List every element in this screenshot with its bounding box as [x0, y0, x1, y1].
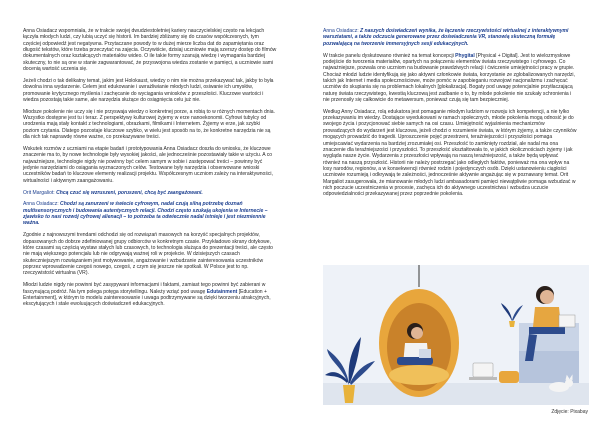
paragraph: Jeżeli chodzi o tak delikatny temat, jakim jest Holokaust, wiedzy o nim nie można przekazywać tak, jakby to była dowolna inna wydarzenie. Celem jest edukowanie i uwrażliwianie młodych ludzi, osiwanie ich umysłów, promowanie krytycznego myślenia i zachęcanie do wyciągania wniosków z przeszłości. Kluczowe wartości i wiedza pozostają takie same, ale narzędzia służące do osiągnięcia celu już nie. — [23, 77, 274, 103]
quote-text: Chodzi są zanurzeni w świecie cyfrowym, nadal czują silną potrzebę doznań multisensorycznych i budowania autentycznych relacji. Chodzi często szukają ukojenia w Internecie – zjawisko to nasi rozwój cyfrowej alienacji – to potrzeba ta odwiecznie nadal istnieje i jest niezmiennie ważna. — [23, 201, 268, 227]
speaker-name: Orit Margaliot: — [23, 189, 55, 196]
illustration-image — [323, 265, 589, 405]
speaker-name: Anna Osiadacz: — [23, 201, 59, 208]
paragraph-text: Młodzi ludzie nigdy nie powinni być zasypywani informacjami i faktami, zamiast tego powinni być zabierani w fascynującą podróż. Na tym polega potęga storytellingu. Należy wziąć pod uwagę — [23, 282, 266, 295]
paragraph-text: [Education + Entertainment], w którym to modelu zainteresowanie i uwaga podtrzymywane są dzięki tworzeniu atrakcyjnych, ekscytujących i stale ewoluujących doświadczeń edukacyjnych. — [23, 288, 271, 308]
paragraph: Zgodnie z najnowszymi trendami odchodzi się od rozwiązań masowych na korzyść specjalnych projektów, dopasowanych do dobrze zdefiniowanej grupy odbiorców w konkretnym czasie. Przykładowo skrany dotykowe, które czasami są częścią wystaw stałych lub czasowych, to technologia służąca do prezentacji treści, ale często nie mają większego potencjału lub nie odgrywają ważnej roli w projekcie. W dzisiejszych czasach skuteczniejszym rozwiązaniem jest motywowanie, angażowanie i wzbudzanie zainteresowania uczestników poprzez wprowadzenie czegoś nowego, czegoś, z czym się jeszcze nie spotkali. W Polsce jest to np. rzeczywistość wirtualna (VR). — [23, 232, 273, 277]
image-caption: Zdjęcie: Pixabay — [551, 409, 588, 415]
paragraph-text: [Physical + Digital]. Jest to wielozmysłowe podejście do tworzenia materiałów, opartych na połączeniu elementów świata rzeczywistego i cyfrowego. Co najważniejsze, pozwala ono uczniom na budowanie prawdziwych relacji i ćwiczenie umiejętności pracy w grupie. Chociaż młodzi ludzie identyfikują się jako aktywni członkowie świata, korzystanie ze zglobalizowanych narzędzi, takich jak Internet i media społecznościowe, może pomóc w zapobieganiu rozwojowi nacjonalizmu i zachęcać uczniów do skupiania się na problemach lokalnych [glokalizacja]. Bogaty pod uwagę potencjalnie przytłaczającą naturę świata rzeczywistego, kwestią kluczową jest zadbanie o to, by młode pokolenie nie szukały schronienia i nie przenosiły się całkowicie do metawersum, ponieważ czują się tam bezpieczniej. — [323, 52, 575, 103]
quote-text: Chcą czuć się wzruszeni, poruszeni, chcą być zaangażowani. — [56, 189, 203, 196]
paragraph: Wskutek rozmów z uczniami na etapie badań i prototypowania Anna Osiadacz doszła do wniosku, że kluczowe znaczenie ma to, by nowe technologie były wysokiej jakości, ale jednocześnie pozostawiały takie w użyciu. A co najważniejsze, technologie nigdy nie powinny być celem samym w sobie i zastępować treści – powinny być jedynie narzędziami do osiągania wyznaczonych celów. Testowane były narzędzia i obserwowane wnioski uczestników badań to kluczowe elementy realizacji projektu. Współczesnym uczniom zależy na interaktywności, wirtualności i aktywnym zaangażowaniu. — [23, 146, 273, 184]
term-highlight: Edutainment — [206, 288, 238, 295]
laptop-icon — [469, 363, 497, 380]
paragraph — [23, 282, 277, 307]
speaker-name: Anna Osiadacz: — [323, 28, 359, 34]
quote-text: Z naszych doświadczeń wynika, że łączenie rzeczywistości wirtualnej z interaktywnymi warsztatami, a także odczucia generowane przez doświadczenia VR, stanowią skuteczną formułę pozwalającą na tworzenie immersyjnych sesji edukacyjnych. — [323, 28, 569, 47]
person-with-laptop-icon — [519, 286, 579, 383]
term-highlight: Phygital — [455, 52, 475, 59]
pillow-icon — [499, 371, 519, 383]
paragraph — [323, 53, 577, 104]
paragraph: Anna Osiadacz wspomniała, że w trakcie swojej dwudziestoletniej kariery nauczycielskiej często na lekcjach łączyła młodych ludzi, czy lubią uczyć się historii. Im bardziej zbliżamy się do czasów współczesnych, tym częściej odpowiedź jest negatywna. Przytaczane powody to w dużej mierze liczba dat do zapamiętania oraz długość tekstów, które trzeba przeczytać na zajęcia. Oczywiście, dzisiaj uczniowie mają szerszy dostęp do filmów dokumentalnych oraz kształcących materiałów wideo. O ile takie formy szanują wiedzę i wymagania bardziej skuteczny, to nie są one w stanie zagwarantować, że przyswojona wiedza zostanie w pamięci, a uczniowie sami docenią wartość uczenia się. — [23, 28, 277, 73]
quote-paragraph — [23, 201, 277, 226]
left-column — [23, 28, 277, 313]
right-column — [323, 28, 577, 203]
people-with-devices-illustration — [323, 265, 589, 405]
quote-paragraph — [323, 28, 577, 47]
quote-paragraph — [23, 190, 277, 196]
paragraph: Według Anny Osiadacz, rolą edukatora jest pomaganie młodym ludziom w rozwoju ich kompetencji, a nie tylko przekazywaniu im wiedzy. Dostające wyedukowani w ramach społecznych, młode pokolenia mogą odnosić je do swojego życia i pozycjonować siebie samych na osi czasu. Umiejętność wyjaśnienia mechanizmów prowadzących do wydarzeń jest kluczowa, jeżeli chodzi o rozumienie świata, w którym żyjemy, a także czynników mogących prowadzić do tragedii. Uproszczenie pojęć przestrzeni, teraźniejszości i przyszłości pomaga umiejscawiać wydarzenia na bardziej zrozumiałej osi. Przeszłość to zamknięty rozdział, ale nadal ma ona znaczenie dla teraźniejszości i przyszłości. To przeszłość ukształtowała to, w jakich okolicznościach żyjemy i jak wygląda nasze życie. Wydarzenia z przeszłości wpływają na naszą teraźniejszość, a także będą wpływać również na naszą przyszłość. Historii nie należy postrzegać jako odległych faktów, ponieważ ma ona wpływ na losy narodów, regionów, a w konsekwencji również rodzin i pojedynczych osób. Dzięki ustanowieniu ciągłości uczniowie rozumieją i odkrywają te zależności, jednocześnie aktywnie angażując się w poznawany temat. Orit Margaliot zasugerowała, że mianowanie młodych ludzi ambasadorami pamięci niewątpliwie pomaga wzbudzać w nich poczucie uczestniczenia w procesie, zachęca ich do aktywnego uczestnictwa i wzbudza uczucie odpowiedzialności przekazywanej przez poprzednie pokolenia. — [323, 108, 577, 198]
paragraph-text: W trakcie panelu dyskutowano również na temat koncepcji — [323, 52, 456, 59]
paragraph: Młodsze pokolenie nie uczy się i nie przyswaja wiedzy o konkretnej porze, a robią to w różnych momentach dnia. Wszystko dostępne jest tu i teraz. Z perspektywy kulturowej żyjemy w erze nanoekonomii. Cyfrowi tubylcy od urodzenia mają stały kontakt z technologiami, obrazkami, filmikami i Internetem. Żyjemy w erze, jak szybki poziom czytania. Dlatego pozostaje kluczowe szybko, w wielu jest sposób na to, że konkretne narzędzia nie są dla nich tak naprawdę równe ważne, co przekazywane treści. — [23, 108, 275, 141]
